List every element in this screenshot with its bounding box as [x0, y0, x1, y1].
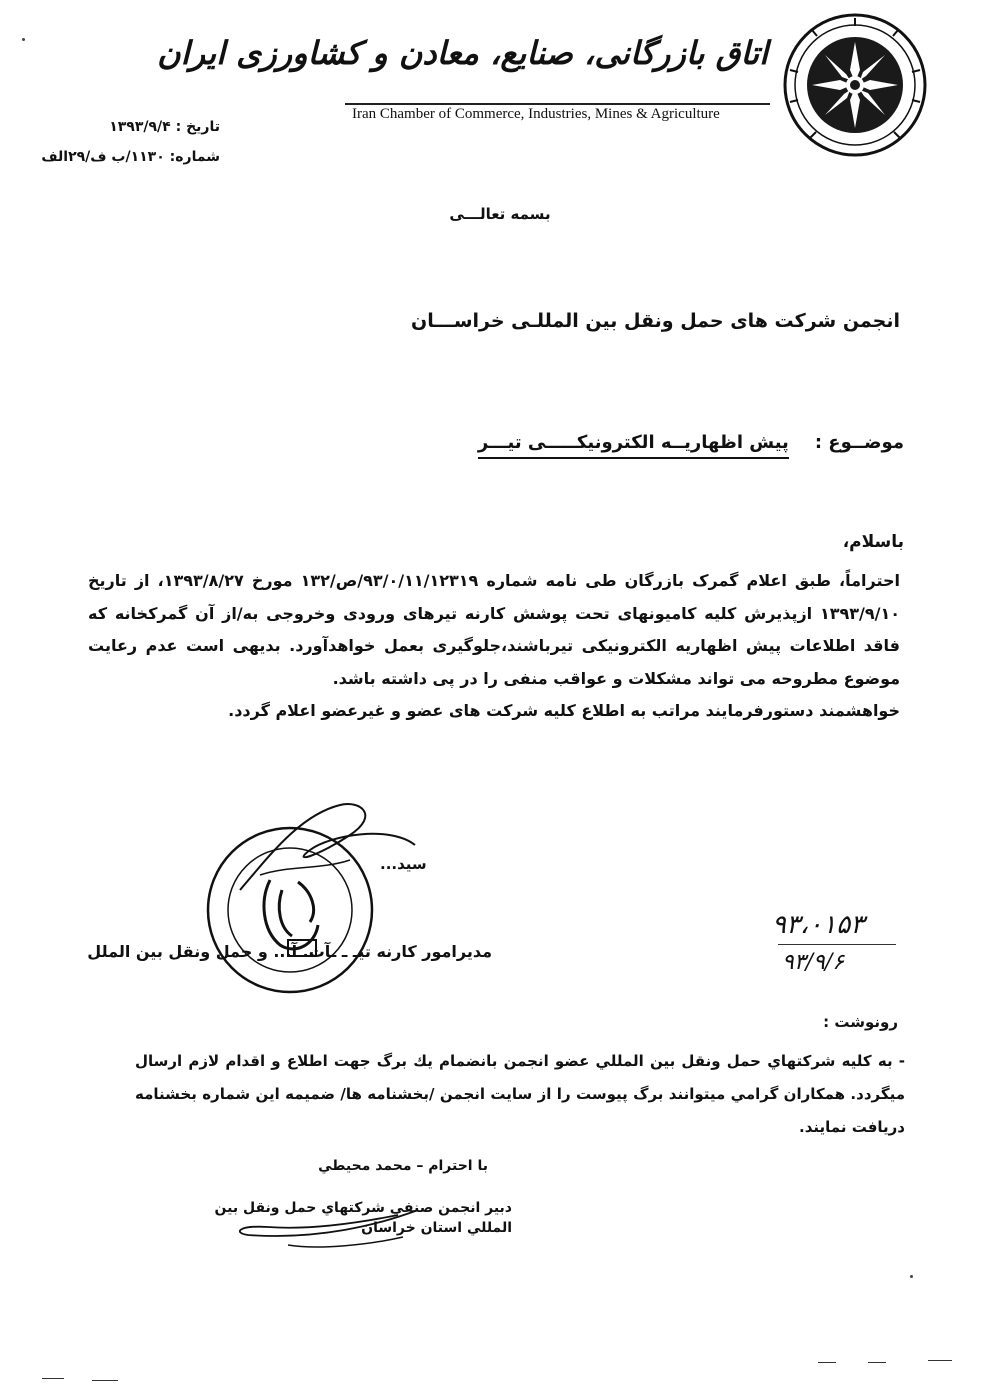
closing-greeting: با احترام – محمد محیطي — [318, 1158, 488, 1174]
organization-name-persian: اتاق بازرگانی، صنایع، معادن و کشاورزی ایران — [157, 34, 768, 72]
invocation: بسمه تعالـــی — [449, 205, 551, 223]
chamber-of-commerce-seal-icon — [780, 10, 930, 160]
letter-date: تاریخ : ۱۳۹۳/۹/۴ — [109, 119, 220, 135]
recipient: انجمن شرکت های حمل ونقل بین المللـی خراســـان — [411, 310, 900, 332]
letterhead-divider — [345, 103, 770, 105]
scan-artifact — [92, 1380, 118, 1381]
subject-value: پیش اظهاریــه الکترونیکـــــی تیـــر — [478, 432, 789, 459]
subject-line — [478, 432, 904, 459]
secretary-title: دبیر انجمن صنفي شرکتهاي حمل ونقل بین المللي استان خراسان — [214, 1200, 512, 1236]
signer-title: مدیرامور کارنه تیـ ـ ـآت. آ... و حمل ونقل بین الملل — [87, 942, 492, 961]
scan-artifact — [928, 1360, 952, 1361]
letter-number: شماره: ۱۱۳۰/ب ف/۲۹الف — [41, 149, 220, 165]
copy-text: - به کلیه شرکتهاي حمل ونقل بین المللي عضو انجمن بانضمام یك برگ جهت اطلاع و اقدام لازم ارسال میگردد. همکاران گرامي میتوانند برگ پیوست را از سایت انجمن /بخشنامه ها/ ضمیمه این شماره بخشنامه دریافت نمایند. — [135, 1052, 905, 1136]
official-round-stamp-icon — [200, 820, 380, 1000]
handwritten-signature-icon — [228, 1195, 428, 1255]
scan-artifact — [42, 1378, 64, 1379]
handwritten-date: ۹۳/۹/۶ — [782, 950, 845, 975]
subject-label: موضــوع : — [814, 432, 904, 453]
handwritten-underline — [778, 944, 896, 945]
body-paragraph: خواهشمند دستورفرمایند مراتب به اطلاع کلیه شرکت های عضو و غیرعضو اعلام گردد. — [228, 701, 900, 720]
signer-name: سید... — [380, 855, 427, 873]
copy-heading: رونوشت : — [823, 1013, 898, 1031]
scan-artifact — [818, 1362, 836, 1363]
scan-artifact — [910, 1275, 913, 1278]
scan-artifact — [868, 1362, 886, 1363]
handwritten-reference-number: ۹۳،۰۱۵۳ — [772, 910, 865, 940]
body-paragraph: احتراماً، طبق اعلام گمرک بازرگان طی نامه شماره ۹۳/۰/۱۱/۱۲۳۱۹/ص/۱۳۲ مورخ ۱۳۹۳/۸/۲۷، از تاریخ ۱۳۹۳/۹/۱۰ ازپذیرش کلیه کامیونهای تحت پوشش کارنه تیرهای ورودی وخروجی به/از آن گمرکخانه که فاقد اطلاعات پیش اظهاریه الکترونیکی تیرباشند،جلوگیری بعمل خواهدآورد. بدیهی است عدم رعایت موضوع مطروحه می تواند مشکلات و عواقب منفی را در پی داشته باشد. — [88, 571, 900, 688]
organization-name-english: Iran Chamber of Commerce, Industries, Mines & Agriculture — [352, 106, 720, 122]
scan-artifact — [22, 38, 25, 41]
salutation: باسلام، — [842, 532, 904, 552]
letter-body — [88, 565, 900, 728]
